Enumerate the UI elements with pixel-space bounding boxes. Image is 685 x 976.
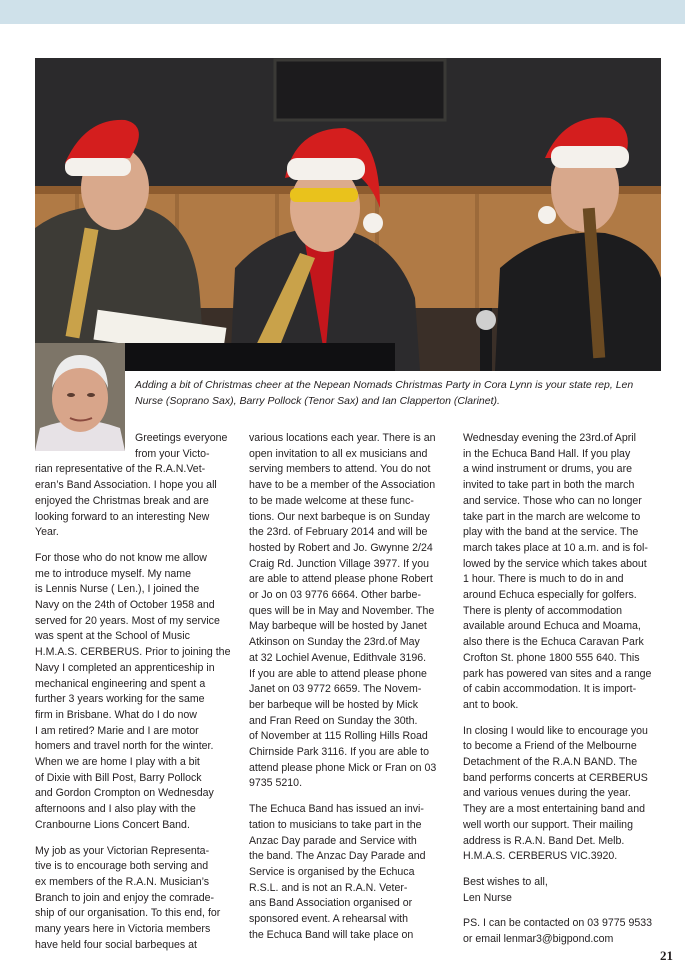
paragraph-greeting: rian representative of the R.A.N.Vet- eran’s Band Association. I hope you all enjoyed the Christmas break and are looking forward to an interesting New Year. xyxy=(35,463,217,539)
band-photo xyxy=(35,58,661,371)
paragraph-representative: My job as your Victorian Representa- tive is to encourage both serving and ex members of the R.A.N. Musician’s Branch to join and enjoy the comrade- ship of our organisation. To this end, for many years here in Victoria members have held four social barbeques at xyxy=(35,844,221,951)
article-column-2 xyxy=(249,431,449,954)
paragraph-echuca-band: The Echuca Band has issued an invi- tation to musicians to take part in the Anzac Day parade and Service with the band. The Anzac Day Parade and Service is organised by the Echuca R.S.L. and is not an R.A.N. Veter- ans Band Association organised or sponsored event. A rehearsal with the Echuca Band will take place on xyxy=(249,803,426,941)
paragraph-anzac-day: Wednesday evening the 23rd.of April in the Echuca Band Hall. If you play a wind instrument or drums, you are invited to take part in both the march and service. Those who can no longer take part in the march are welcome to play with the band at the service. The march takes place at 10 a.m. and is fol- lowed by the service which takes about 1 hour. There is much to do in and around Echuca especially for golfers. There is plenty of accommodation available around Echuca and Moama, also there is the Echuca Caravan Park Crofton St. phone 1800 555 640. This park has powered van sites and a range of cabin accommodation. It is import- ant to book. xyxy=(463,432,652,711)
paragraph-greeting-start: Greetings everyone from your Victo- xyxy=(135,432,228,460)
paragraph-introduction: For those who do not know me allow me to introduce myself. My name is Lennis Nurse ( Len.), I joined the Navy on the 24th of October 1958 and served for 20 years. Most of my service was spent at the School of Music H.M.A.S. CERBERUS. Prior to joining the Navy I completed an apprenticeship in mechanical engineering and spent a further 3 years working for the same firm in Brisbane. What do I do now I am retired? Marie and I are motor homers and travel north for the winter. When we are home I play with a bit of Dixie with Bill Post, Barry Pollock and Gordon Crompton on Wednesday afternoons and I also play with the Cranbourne Lions Concert Band. xyxy=(35,551,231,831)
article-column-1 xyxy=(35,431,233,964)
photo-caption: Adding a bit of Christmas cheer at the Nepean Nomads Christmas Party in Cora Lynn is your state rep, Len Nurse (Soprano Sax), Barry Pollock (Tenor Sax) and Ian Clapperton (Clarinet). xyxy=(135,379,634,407)
page-number: 21 xyxy=(660,948,673,963)
header-band xyxy=(0,0,685,24)
paragraph-closing: In closing I would like to encourage you to become a Friend of the Melbourne Detachment of the R.A.N BAND. The band performs concerts at CERBERUS and various venues during the year. They are a most entertaining band and well worth our support. Their mailing address is R.A.N. Band Det. Melb. H.M.A.S. CERBERUS VIC.3920. xyxy=(463,724,648,863)
paragraph-signoff: Best wishes to all, Len Nurse xyxy=(463,875,548,904)
paragraph-contact: PS. I can be contacted on 03 9775 9533 or email lenmar3@bigpond.com xyxy=(463,917,653,946)
article-column-3 xyxy=(463,431,663,958)
paragraph-barbeques: various locations each year. There is an open invitation to all ex musicians and serving members to attend. You do not have to be a member of the Association to be made welcome at these func- tions. Our next barbeque is on Sunday the 23rd. of February 2014 and will be hosted by Robert and Jo. Gwynne 2/24 Craig Rd. Junction Village 3977. If you are able to attend please phone Robert or Jo on 03 9776 6664. Other barbe- ques will be in May and November. The May barbeque will be hosted by Janet Atkinson on Sunday the 23rd.of May at 32 Lochiel Avenue, Edithvale 3196. If you are able to attend please phone Janet on 03 9772 6659. The Novem- ber barbeque will be hosted by Mick and Fran Reed on Sunday the 30th. of November at 115 Rolling Hills Road Chirnside Park 3116. If you are able to attend please phone Mick or Fran on 03 9735 5210. xyxy=(249,432,437,790)
